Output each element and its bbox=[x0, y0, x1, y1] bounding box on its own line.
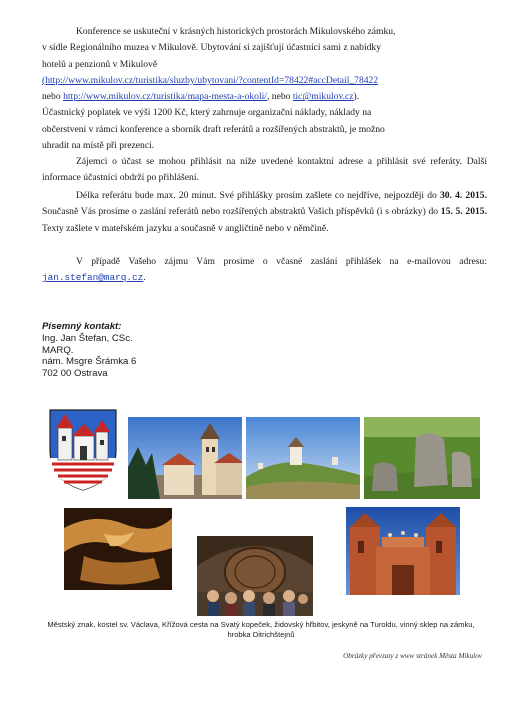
deadline-date-1: 30. 4. 2015. bbox=[439, 190, 487, 201]
contact-name: Ing. Jan Štefan, CSc. bbox=[42, 332, 133, 344]
deadline-date-2: 15. 5. 2015. bbox=[440, 206, 487, 218]
venue-line-1: Konference se uskuteční v krásných historických prostorách Mikulovského zámku, bbox=[76, 26, 396, 37]
contact-city: 702 00 Ostrava bbox=[42, 368, 108, 380]
paren-close: ). bbox=[353, 91, 360, 103]
church-st-wenceslas-photo bbox=[128, 417, 242, 499]
contact-street: nám. Msgre Šrámka 6 bbox=[42, 356, 137, 368]
or-text-2: , nebo bbox=[266, 91, 291, 103]
city-map-link[interactable]: http://www.mikulov.cz/turistika/mapa-mesta-a-okoli/ bbox=[63, 91, 267, 103]
contact-email-link[interactable]: jan.stefan@marq.cz bbox=[42, 272, 144, 284]
venue-line-2: v sídle Regionálního muzea v Mikulově. Ubytování si zajišťují účastníci sami z nabídky bbox=[42, 42, 382, 54]
fee-line-2: občerstvení v rámci konference a sborník draft referátů a rozšířených abstraktů, je možno bbox=[42, 123, 385, 135]
or-text: nebo bbox=[42, 91, 61, 103]
written-contact bbox=[42, 321, 262, 380]
image-credit: Obrázky převzaty z www stránek Města Mikulov bbox=[343, 652, 482, 660]
registration-text: Zájemci o účast se mohou přihlásit na níže uvedené kontaktní adrese a přihlásit své referáty. Další informace účastníci obdrží po přihlášení. bbox=[42, 156, 487, 184]
email-intro: V případě Vašeho zájmu Vám prosíme o včasné zaslání přihlášek na e-mailovou adresu: bbox=[76, 256, 487, 267]
email-period: . bbox=[143, 272, 146, 284]
wine-cellar-photo bbox=[197, 536, 313, 616]
deadline-text-1: Délka referátu bude max. 20 minut. Své přihlášky prosím zašlete co nejdříve, nejpozději do bbox=[76, 190, 440, 201]
contact-heading: Písemný kontakt: bbox=[42, 321, 122, 332]
tic-email-link[interactable]: tic@mikulov.cz bbox=[292, 91, 354, 103]
holy-hill-photo bbox=[246, 417, 360, 499]
coat-of-arms-image bbox=[44, 406, 122, 492]
dietrichstein-tomb-photo bbox=[346, 507, 460, 595]
paragraph-venue bbox=[42, 24, 487, 154]
turold-cave-photo bbox=[64, 508, 172, 590]
jewish-cemetery-photo bbox=[364, 417, 480, 499]
deadline-text-2: Současně Vás prosíme o zaslání referátů nebo rozšířených abstraktů Vašich příspěvků (i s obrázky) do bbox=[42, 206, 441, 218]
paragraph-deadlines bbox=[42, 188, 487, 237]
paragraph-contact-email bbox=[42, 254, 487, 287]
accommodation-link[interactable]: (http://www.mikulov.cz/turistika/sluzby/ubytovani/?contentId=78422#accDetail_78422 bbox=[42, 74, 379, 86]
photo-caption: Městský znak, kostel sv. Václava, Křížová cesta na Svatý kopeček, židovský hřbitov, jeskyně na Turoldu, vinný sklep na zámku, hrobka Ditrichštejnů bbox=[47, 620, 475, 639]
fee-line-3: uhradit na místě při prezenci. bbox=[42, 140, 155, 152]
contact-organization: MARQ. bbox=[42, 344, 74, 356]
venue-line-3: hotelů a penzionů v Mikulově bbox=[42, 58, 158, 70]
deadline-text-3: Texty zašlete v mateřském jazyku a současně v angličtině nebo v němčině. bbox=[42, 222, 329, 234]
paragraph-registration bbox=[42, 154, 487, 187]
fee-line-1: Účastnický poplatek ve výši 1200 Kč, který zahrnuje organizační náklady, náklady na bbox=[42, 107, 372, 119]
